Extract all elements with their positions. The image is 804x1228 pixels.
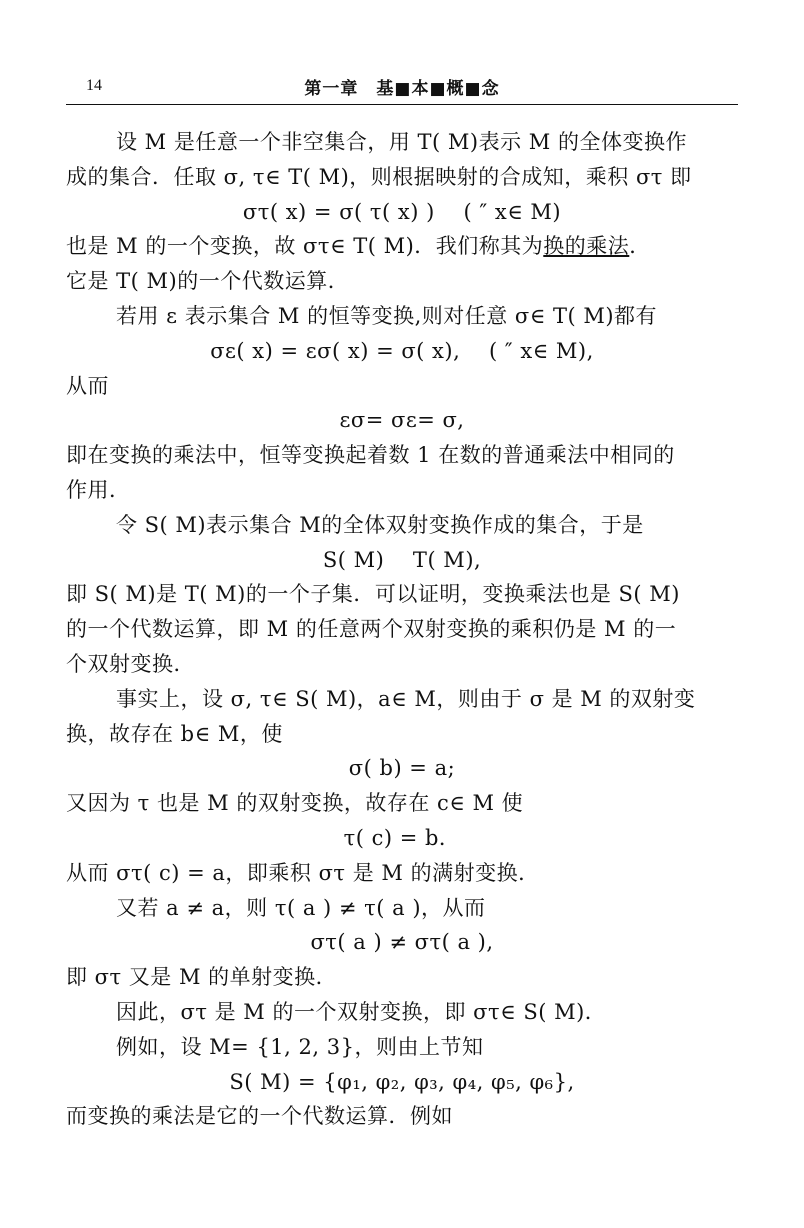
text-line: 即在变换的乘法中，恒等变换起着数 1 在数的普通乘法中相同的 — [66, 443, 675, 468]
formula: S( M) T( M), — [322, 547, 482, 572]
text-line: 即 S( M)是 T( M)的一个子集．可以证明，变换乘法也是 S( M) — [66, 582, 680, 607]
page-header — [66, 70, 738, 105]
text-line: 因此，στ 是 M 的一个双射变换，即 στ∈ S( M)． — [116, 999, 607, 1024]
text-line: 例如，设 M= {1, 2, 3}，则由上节知 — [116, 1034, 484, 1059]
term-underlined: 换的乘法 — [543, 234, 630, 259]
text-line: 又若 a ≠ a，则 τ( a ) ≠ τ( a )，从而 — [116, 895, 486, 920]
chapter-title: 第一章 基■本■概■念 — [304, 79, 500, 99]
text-line: 又因为 τ 也是 M 的双射变换，故存在 c∈ M 使 — [66, 791, 524, 816]
text-line: 的一个代数运算，即 M 的任意两个双射变换的乘积仍是 M 的一 — [66, 617, 677, 642]
text-line: 从而 — [66, 373, 109, 398]
page-number: 14 — [86, 77, 102, 94]
text-line: 令 S( M)表示集合 M的全体双射变换作成的集合，于是 — [116, 512, 644, 537]
formula: εσ= σε= σ, — [339, 408, 465, 433]
text-line: 设 M 是任意一个非空集合，用 T( M)表示 M 的全体变换作 — [116, 130, 687, 154]
text-line: 从而 στ( c) = a，即乘积 στ 是 M 的满射变换． — [66, 860, 540, 885]
text-line: 即 στ 又是 M 的单射变换． — [66, 965, 338, 990]
text-line: 它是 T( M)的一个代数运算． — [66, 269, 350, 294]
text-line: 换，故存在 b∈ M，使 — [66, 721, 283, 746]
text-line: 若用 ε 表示集合 M 的恒等变换,则对任意 σ∈ T( M)都有 — [116, 303, 658, 328]
text-line: 而变换的乘法是它的一个代数运算．例如 — [66, 1104, 453, 1129]
formula: S( M) = {φ₁, φ₂, φ₃, φ₄, φ₅, φ₆}, — [229, 1069, 575, 1094]
formula: στ( x) = σ( τ( x) ) ( ″ x∈ M) — [242, 199, 562, 224]
formula: σε( x) = εσ( x) = σ( x), ( ″ x∈ M), — [210, 338, 594, 363]
formula: τ( c) = b． — [343, 825, 461, 850]
text-line: 成的集合．任取 σ, τ∈ T( M)，则根据映射的合成知，乘积 στ 即 — [66, 164, 692, 189]
formula: στ( a ) ≠ στ( a ), — [310, 930, 494, 955]
page-body — [66, 125, 738, 1134]
text-line: 事实上，设 σ, τ∈ S( M)，a∈ M，则由于 σ 是 M 的双射变 — [116, 686, 696, 711]
text-line: 也是 M 的一个变换，故 στ∈ T( M)．我们称其为换的乘法． — [66, 234, 651, 259]
text-line: 个双射变换． — [66, 651, 195, 676]
formula: σ( b) = a; — [348, 756, 456, 781]
text-line: 作用． — [66, 477, 131, 502]
